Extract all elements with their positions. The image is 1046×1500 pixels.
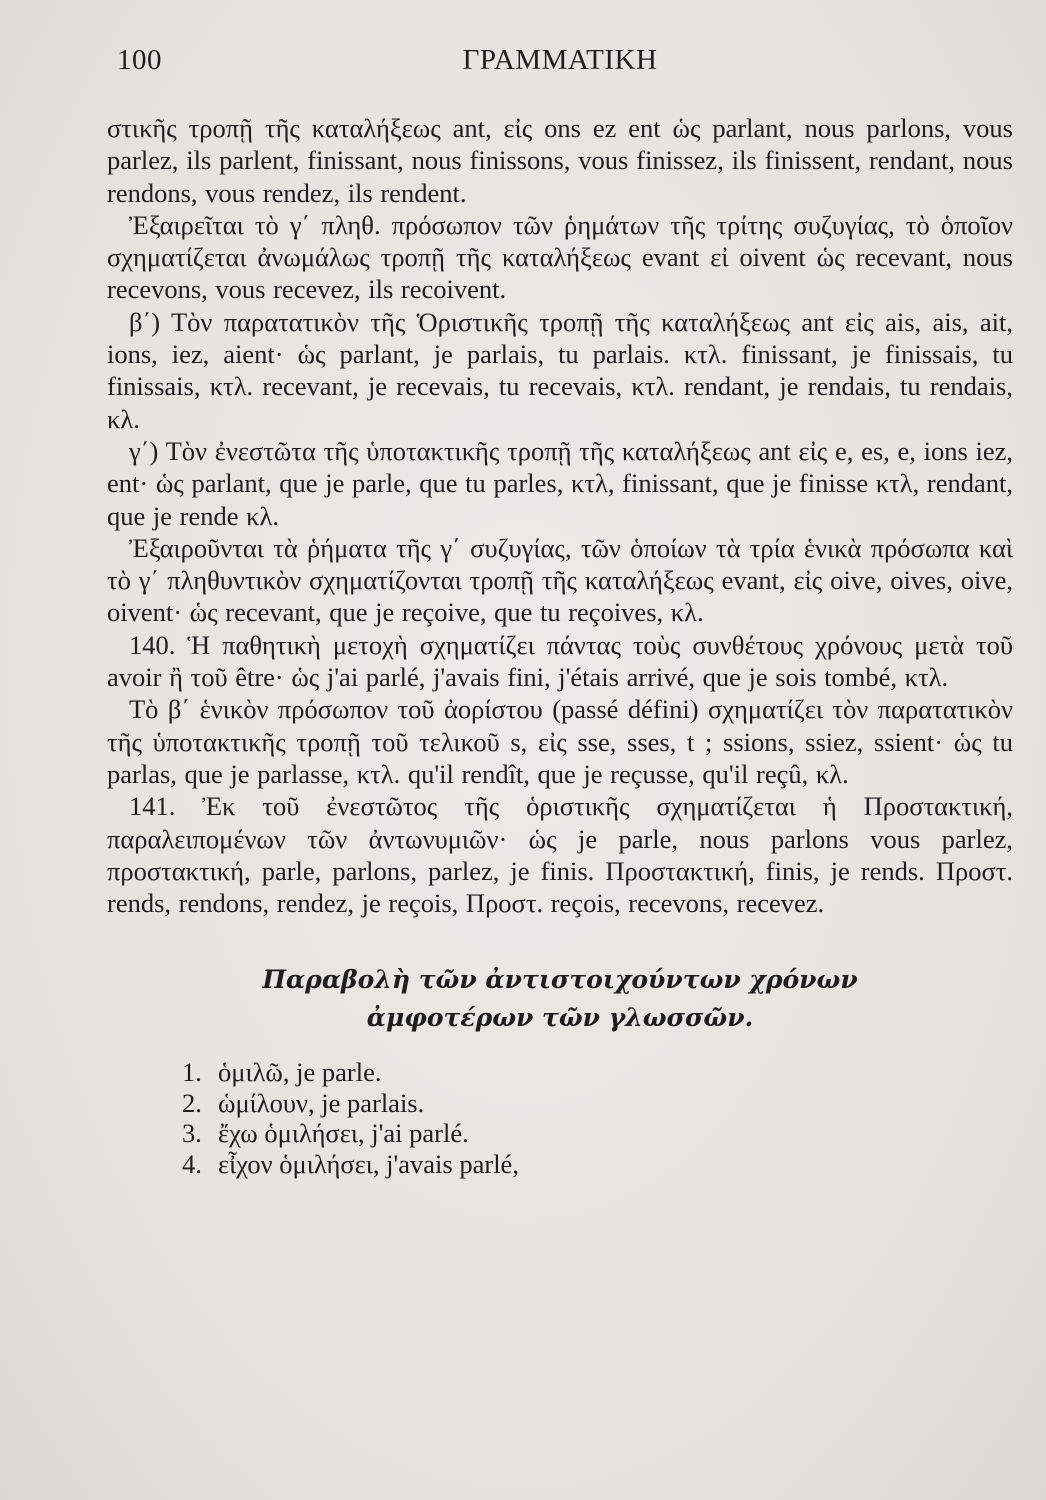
paragraph: β΄) Τὸν παρατατικὸν τῆς Ὁριστικῆς τροπῇ τῆς καταλήξεως ant εἰς ais, ais, ait, ions, iez, aient· ὡς parlant, je parlais, tu parlais. κτλ. finissant, je finissais, tu finissais, κτλ. recevant, je recevais, tu recevais, κτλ. rendant, je rendais, tu rendais, κλ. [107,306,1013,434]
list-item-number: 4. [182,1148,202,1179]
list-item-number: 3. [182,1118,202,1149]
paragraph: Ἐξαιροῦνται τὰ ῥήματα τῆς γ΄ συζυγίας, τῶν ὁποίων τὰ τρία ἑνικὰ πρόσωπα καὶ τὸ γ΄ πληθυντικὸν σχηματίζονται τροπῇ τῆς καταλήξεως evant, εἰς oive, oives, oive, oivent· ὡς recevant, que je reçoive, que tu reçoives, κλ. [107,532,1013,628]
page-number: 100 [117,44,162,76]
list-item [182,1149,1006,1180]
list-item-text: ὁμιλῶ, je parle. [218,1057,382,1088]
section-heading-line: ἀμφοτέρων τῶν γλωσσῶν. [366,1003,754,1033]
list-item-text: ὡμίλουν, je parlais. [218,1087,425,1118]
paragraph: στικῆς τροπῇ τῆς καταλήξεως ant, εἰς ons ez ent ὡς parlant, nous parlons, vous parlez, ils parlent, finissant, nous finissons, vous finissez, ils finissent, rendant, nous rendons, vous rendez, ils rendent. [107,113,1013,208]
list-item-text: εἶχον ὁμιλήσει, j'avais parlé, [218,1148,519,1179]
paragraph-section-141: 141. Ἐκ τοῦ ἐνεστῶτος τῆς ὁριστικῆς σχηματίζεται ἡ Προστακτική, παραλειπομένων τῶν ἀντωνυμιῶν· ὡς je parle, nous parlons vous parlez, προστακτική, parle, parlons, parlez, je finis. Προστακτική, finis, je rends. Προστ. rends, rendons, rendez, je reçois, Προστ. reçois, recevons, recevez. [107,791,1013,919]
list-item-number: 2. [182,1087,202,1118]
list-item [182,1088,1006,1119]
paragraph-section-140: 140. Ἡ παθητικὴ μετοχὴ σχηματίζει πάντας τοὺς συνθέτους χρόνους μετὰ τοῦ avoir ἢ τοῦ être· ὡς j'ai parlé, j'avais fini, j'étais arrivé, que je sois tombé, κτλ. [107,629,1013,693]
running-head [107,44,1013,84]
list-item-text: ἔχω ὁμιλήσει, j'ai parlé. [218,1118,469,1149]
section-heading [107,961,1013,1037]
section-heading-line: Παραβολὴ τῶν ἀντιστοιχούντων χρόνων [262,965,858,995]
body-text [107,112,1013,919]
list-item [182,1118,1006,1149]
list-item-number: 1. [182,1057,202,1088]
tense-comparison-list [182,1057,1006,1179]
paragraph: Ἐξαιρεῖται τὸ γ΄ πληθ. πρόσωπον τῶν ῥημάτων τῆς τρίτης συζυγίας, τὸ ὁποῖον σχηματίζεται ἀνωμάλως τροπῇ τῆς καταλήξεως evant εἰ oivent ὡς recevant, nous recevons, vous recevez, ils recoivent. [107,209,1013,305]
paragraph: γ΄) Τὸν ἐνεστῶτα τῆς ὑποτακτικῆς τροπῇ τῆς καταλήξεως ant εἰς e, es, e, ions iez, ent· ὡς parlant, que je parle, que tu parles, κτλ, finissant, que je finisse κτλ, rendant, que je rende κλ. [107,435,1013,531]
list-item [182,1057,1006,1088]
paragraph: Τὸ β΄ ἑνικὸν πρόσωπον τοῦ ἀορίστου (passé défini) σχηματίζει τὸν παρατατικὸν τῆς ὑποτακτικῆς τροπῇ τοῦ τελικοῦ s, εἰς sse, sses, t ; ssions, ssiez, ssient· ὡς tu parlas, que je parlasse, κτλ. qu'il rendît, que je reçusse, qu'il reçû, κλ. [107,694,1013,789]
running-title: ΓΡΑΜΜΑΤΙΚΗ [462,44,658,76]
